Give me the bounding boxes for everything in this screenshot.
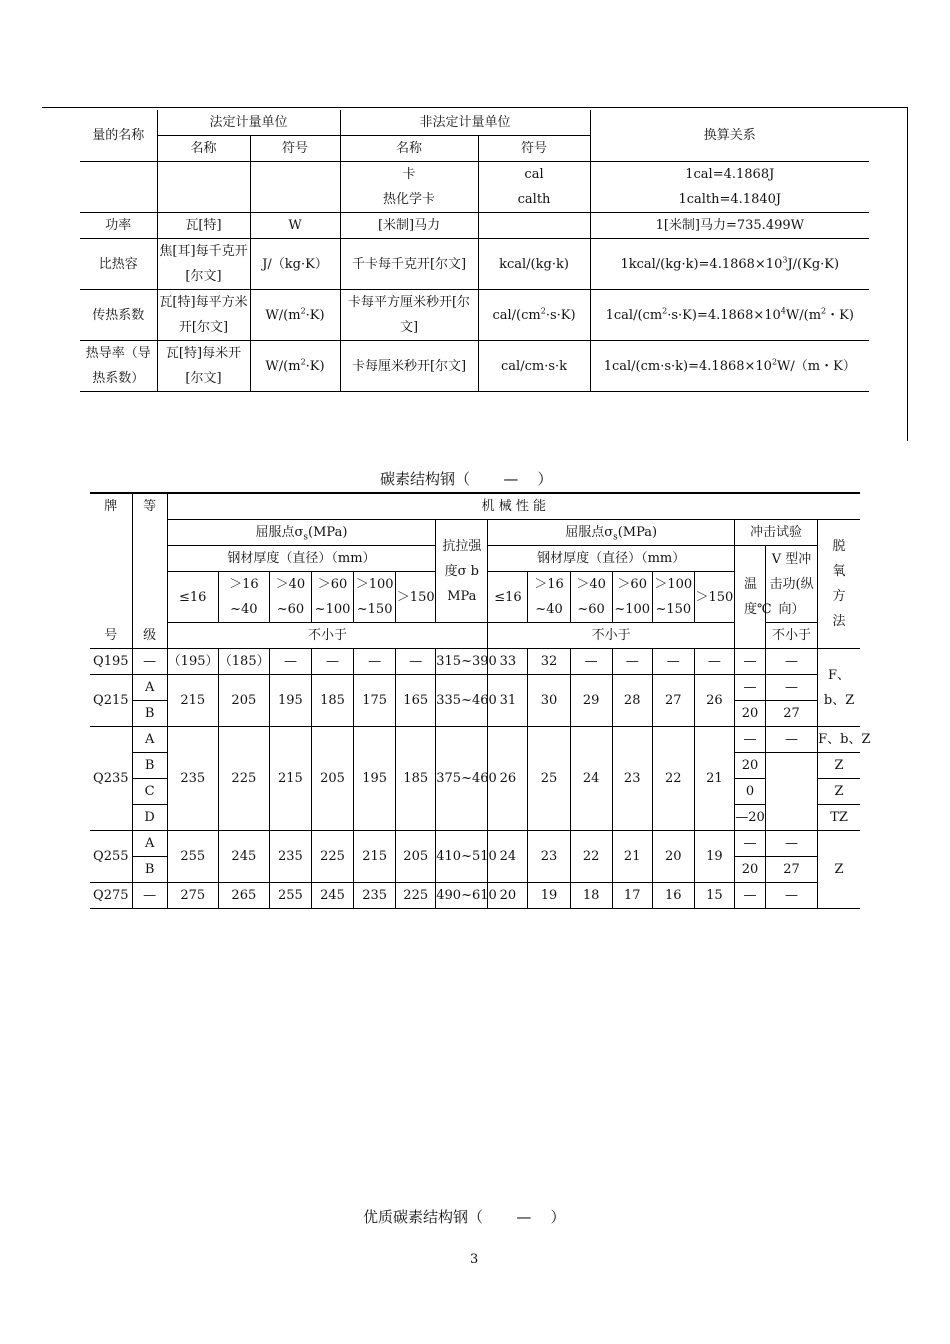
table-cell: —: [734, 649, 765, 675]
table-cell: A: [132, 831, 167, 857]
thick-col: ≤16: [488, 572, 528, 623]
conversion-formula: $1kcal/(kg\cdot k)=4.1868\times 10^3J/(Kg\cdot K)$: [590, 239, 869, 290]
table-cell: [132, 546, 167, 572]
header-legal-name: 名称: [157, 136, 250, 162]
steel-table-caption: 碳素结构钢（ — ）: [380, 470, 553, 488]
header-legal-symbol: 符号: [250, 136, 340, 162]
table-cell: —: [766, 883, 818, 909]
table-cell: [250, 162, 340, 213]
table-cell: 20: [488, 883, 528, 909]
table-cell: [132, 572, 167, 623]
table-cell: 235: [167, 727, 218, 831]
table-cell: —: [766, 675, 818, 701]
table-cell: 205: [396, 831, 436, 883]
table-cell: Z: [818, 779, 860, 805]
table-row: [80, 213, 869, 239]
table-cell: 19: [694, 831, 734, 883]
table-cell: [157, 162, 250, 213]
table-cell: 275: [167, 883, 218, 909]
quality-steel-caption: 优质碳素结构钢（ — ）: [363, 1208, 566, 1226]
table-cell: A: [132, 675, 167, 701]
thick-col: ＞16 ~40: [528, 572, 570, 623]
header-thickness: 钢材厚度（直径）（mm）: [167, 546, 436, 572]
table-cell: —: [132, 883, 167, 909]
table-cell: —: [354, 649, 396, 675]
thick-col: ＞60 ~100: [612, 572, 652, 623]
table-cell: 20: [734, 701, 765, 727]
table-cell: [766, 753, 818, 831]
table-row: [90, 727, 860, 753]
units-conversion-table: [80, 110, 869, 392]
header-min: 不小于: [766, 623, 818, 649]
table-cell: 27: [766, 857, 818, 883]
table-row: [80, 290, 869, 341]
table-cell: —: [766, 831, 818, 857]
table-cell: 23: [528, 831, 570, 883]
table-cell: 225: [396, 883, 436, 909]
table-cell: 20: [734, 753, 765, 779]
table-cell: 225: [311, 831, 353, 883]
table-cell: 245: [311, 883, 353, 909]
thick-col: ＞16 ~40: [218, 572, 269, 623]
cell-text: 卡: [402, 167, 416, 182]
header-class-top: 等: [132, 493, 167, 520]
table-cell: A: [132, 727, 167, 753]
cell-text: 卡每平方厘米秒开[尔文]: [340, 290, 478, 341]
header-conversion: 换算关系: [590, 110, 869, 162]
table-cell: 0: [734, 779, 765, 805]
cell-text: W: [250, 213, 340, 239]
header-quantity: 量的名称: [80, 110, 157, 162]
page-number: 3: [470, 1252, 479, 1267]
table-cell: —20: [734, 805, 765, 831]
unit-symbol: $W/(m^2\cdot K)$: [250, 341, 340, 392]
table-cell: —: [132, 649, 167, 675]
table-cell: Q195: [90, 649, 132, 675]
table-cell: 25: [528, 727, 570, 831]
table-row: [90, 883, 860, 909]
cell-text: 瓦[特]: [157, 213, 250, 239]
table-cell: [132, 520, 167, 546]
cell-text: cal/cm·s·k: [478, 341, 590, 392]
cell-text: [478, 213, 590, 239]
header-mechanical: 机 械 性 能: [167, 493, 860, 520]
thick-col: ＞100 ~150: [354, 572, 396, 623]
header-thickness: 钢材厚度（直径）（mm）: [488, 546, 735, 572]
table-cell: [340, 162, 478, 213]
table-cell: 490~610: [436, 883, 488, 909]
thick-col: ＞150: [396, 572, 436, 623]
table-cell: 245: [218, 831, 269, 883]
table-cell: 235: [269, 831, 311, 883]
table-cell: TZ: [818, 805, 860, 831]
cell-text: 千卡每千克开[尔文]: [340, 239, 478, 290]
table-cell: 195: [269, 675, 311, 727]
table-cell: —: [734, 883, 765, 909]
table-cell: F、b、Z: [818, 727, 860, 753]
table-cell: Q275: [90, 883, 132, 909]
header-vnotch: V 型冲击功(纵向）: [766, 546, 818, 623]
cell-text: 1cal=4.1868J: [685, 167, 775, 182]
table-cell: —: [766, 727, 818, 753]
table-cell: 27: [652, 675, 694, 727]
table-cell: Q255: [90, 831, 132, 883]
table-cell: —: [694, 649, 734, 675]
thick-col: ＞100 ~150: [652, 572, 694, 623]
cell-text: 卡每厘米秒开[尔文]: [340, 341, 478, 392]
table-cell: C: [132, 779, 167, 805]
table-cell: 19: [528, 883, 570, 909]
table-cell: B: [132, 857, 167, 883]
table-cell: Q215: [90, 675, 132, 727]
table-cell: 28: [612, 675, 652, 727]
table-row: [90, 649, 860, 675]
table-cell: Z: [818, 753, 860, 779]
header-yield: 屈服点$\sigma_s(MPa)$: [167, 520, 436, 546]
thick-col: ＞40 ~60: [570, 572, 612, 623]
conversion-formula: $1cal/(cm\cdot s\cdot k)=4.1868\times 10^2W/(m$・K）: [590, 341, 869, 392]
table-cell: 410~510: [436, 831, 488, 883]
thick-col: ≤16: [167, 572, 218, 623]
table-cell: —: [612, 649, 652, 675]
table-cell: 165: [396, 675, 436, 727]
table-cell: 31: [488, 675, 528, 727]
table-cell: [90, 520, 132, 546]
table-row: [80, 162, 869, 213]
table-cell: 335~460: [436, 675, 488, 727]
cell-text: cal: [524, 167, 544, 182]
table-cell: 20: [734, 857, 765, 883]
table-cell: 33: [488, 649, 528, 675]
table-cell: 16: [652, 883, 694, 909]
cell-text: kcal/(kg·k): [478, 239, 590, 290]
table-cell: [80, 162, 157, 213]
table-cell: 29: [570, 675, 612, 727]
table-cell: 255: [269, 883, 311, 909]
table-cell: 265: [218, 883, 269, 909]
header-tensile: 抗拉强度σ b MPa: [436, 520, 488, 623]
table-cell: [590, 162, 869, 213]
cell-text: J/（kg·K）: [250, 239, 340, 290]
thick-col: ＞150: [694, 572, 734, 623]
table-cell: 225: [218, 727, 269, 831]
table-cell: 315~390: [436, 649, 488, 675]
table-cell: 27: [766, 701, 818, 727]
table-cell: —: [269, 649, 311, 675]
table-cell: 205: [311, 727, 353, 831]
header-impact: 冲击试验: [734, 520, 817, 546]
top-rule: [42, 107, 908, 108]
table-cell: —: [734, 831, 765, 857]
table-cell: —: [311, 649, 353, 675]
table-cell: 255: [167, 831, 218, 883]
header-min: 不小于: [167, 623, 488, 649]
cell-text: 瓦[特]每平方米开[尔文]: [157, 290, 250, 341]
header-temp: 温度℃: [734, 546, 765, 649]
table-cell: 375~460: [436, 727, 488, 831]
table-cell: [90, 572, 132, 623]
header-class-bottom: 级: [132, 623, 167, 649]
cell-text: 1[米制]马力=735.499W: [590, 213, 869, 239]
header-grade-bottom: 号: [90, 623, 132, 649]
cell-text: 焦[耳]每千克开[尔文]: [157, 239, 250, 290]
table-cell: —: [570, 649, 612, 675]
cell-text: 1calth=4.1840J: [678, 192, 782, 207]
table-cell: 20: [652, 831, 694, 883]
table-row: [80, 341, 869, 392]
header-nonlegal-unit: 非法定计量单位: [340, 110, 590, 136]
table-cell: Z: [818, 831, 860, 909]
table-cell: 32: [528, 649, 570, 675]
cell-text: 功率: [80, 213, 157, 239]
cell-text: [米制]马力: [340, 213, 478, 239]
table-cell: 205: [218, 675, 269, 727]
table-cell: —: [734, 675, 765, 701]
cell-text: 热导率（导热系数）: [80, 341, 157, 392]
header-legal-unit: 法定计量单位: [157, 110, 340, 136]
table-cell: 185: [311, 675, 353, 727]
table-cell: D: [132, 805, 167, 831]
table-row: [80, 239, 869, 290]
conversion-formula: $1cal/(cm^2\cdot s\cdot K)=4.1868\times 10^4W/(m^2$・K): [590, 290, 869, 341]
table-cell: [478, 162, 590, 213]
right-rule: [907, 107, 908, 441]
table-cell: Q235: [90, 727, 132, 831]
table-cell: 30: [528, 675, 570, 727]
table-cell: [90, 546, 132, 572]
table-cell: 21: [612, 831, 652, 883]
table-row: [90, 831, 860, 857]
table-cell: 215: [167, 675, 218, 727]
cell-text: calth: [517, 192, 551, 207]
header-grade-top: 牌: [90, 493, 132, 520]
table-cell: B: [132, 753, 167, 779]
table-cell: 235: [354, 883, 396, 909]
table-cell: 24: [488, 831, 528, 883]
table-cell: 21: [694, 727, 734, 831]
table-cell: 26: [694, 675, 734, 727]
table-cell: 24: [570, 727, 612, 831]
table-cell: 22: [652, 727, 694, 831]
header-nonlegal-symbol: 符号: [478, 136, 590, 162]
table-cell: —: [734, 727, 765, 753]
cell-text: 热化学卡: [383, 192, 436, 207]
table-cell: 215: [354, 831, 396, 883]
table-cell: 185: [396, 727, 436, 831]
table-cell: （195）: [167, 649, 218, 675]
header-min: 不小于: [488, 623, 735, 649]
table-cell: 23: [612, 727, 652, 831]
table-cell: —: [766, 649, 818, 675]
table-cell: 22: [570, 831, 612, 883]
cell-text: 瓦[特]每米开[尔文]: [157, 341, 250, 392]
table-cell: F、b、Z: [818, 649, 860, 727]
header-elongation: 屈服点$\sigma_s(MPa)$: [488, 520, 735, 546]
table-cell: 215: [269, 727, 311, 831]
unit-symbol: $W/(m^2\cdot K)$: [250, 290, 340, 341]
header-nonlegal-name: 名称: [340, 136, 478, 162]
cell-text: 比热容: [80, 239, 157, 290]
table-cell: —: [652, 649, 694, 675]
carbon-steel-table: [90, 492, 871, 909]
table-cell: （185）: [218, 649, 269, 675]
unit-symbol: cal/$(cm^2\cdot s\cdot K)$: [478, 290, 590, 341]
cell-text: 传热系数: [80, 290, 157, 341]
table-cell: 18: [570, 883, 612, 909]
table-cell: B: [132, 701, 167, 727]
table-cell: 17: [612, 883, 652, 909]
header-deox: 脱氧方法: [818, 520, 860, 649]
table-cell: 195: [354, 727, 396, 831]
table-row: [90, 675, 860, 701]
thick-col: ＞60 ~100: [311, 572, 353, 623]
table-cell: 26: [488, 727, 528, 831]
table-cell: 15: [694, 883, 734, 909]
table-cell: —: [396, 649, 436, 675]
thick-col: ＞40 ~60: [269, 572, 311, 623]
table-cell: 175: [354, 675, 396, 727]
